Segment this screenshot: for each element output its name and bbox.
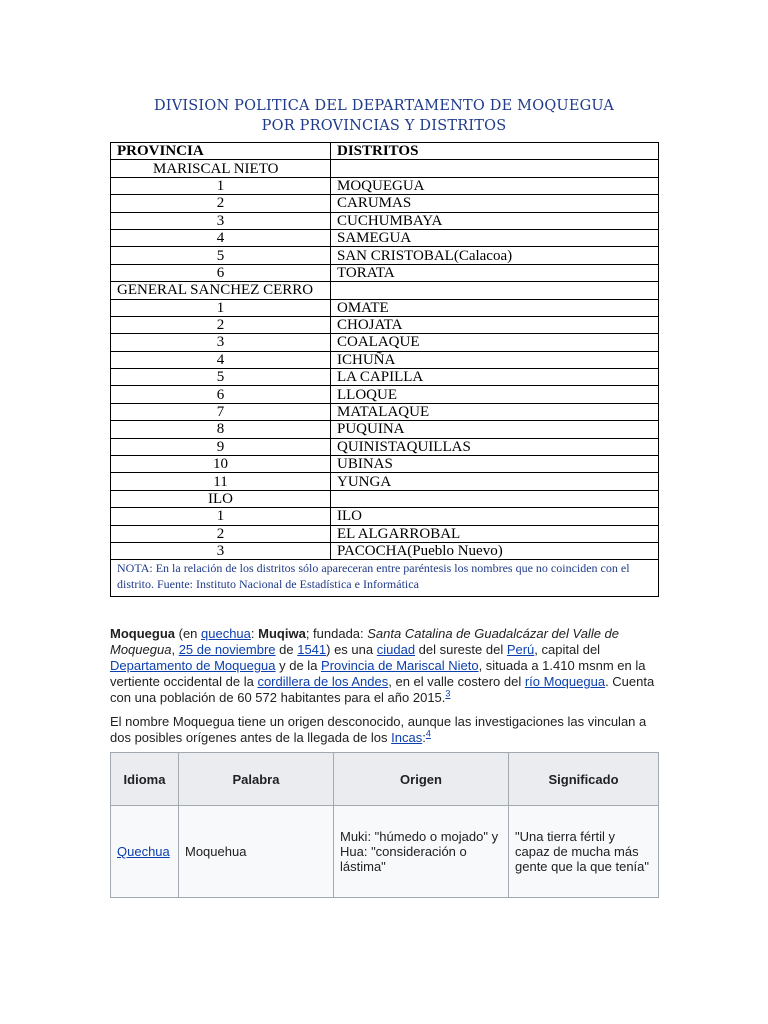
text-span: (en bbox=[175, 626, 202, 641]
intro-paragraph bbox=[110, 626, 658, 706]
text-span: y de la bbox=[275, 658, 322, 673]
text-span: ; fundada: bbox=[305, 626, 368, 641]
district-number: 10 bbox=[111, 456, 331, 473]
table-row bbox=[111, 473, 659, 490]
district-name: EL ALGARROBAL bbox=[331, 525, 659, 542]
origin-paragraph bbox=[110, 714, 658, 746]
text-span: del sureste del bbox=[415, 642, 507, 657]
link-peru[interactable]: Perú bbox=[506, 642, 535, 657]
table-row bbox=[111, 806, 659, 898]
district-number: 5 bbox=[111, 369, 331, 386]
district-number: 7 bbox=[111, 403, 331, 420]
text-span: , bbox=[171, 642, 179, 657]
district-name: MOQUEGUA bbox=[331, 177, 659, 194]
district-name: MATALAQUE bbox=[331, 403, 659, 420]
district-number: 8 bbox=[111, 421, 331, 438]
significado-cell: "Una tierra fértil y capaz de mucha más gente que la que tenía" bbox=[509, 806, 659, 898]
text-span: : bbox=[250, 626, 259, 641]
table-header-row bbox=[111, 143, 659, 160]
district-number: 5 bbox=[111, 247, 331, 264]
origin-table bbox=[110, 752, 659, 898]
district-number: 6 bbox=[111, 386, 331, 403]
reference-4[interactable]: 4 bbox=[425, 728, 431, 739]
origen-cell: Muki: "húmedo o mojado" y Hua: "consideración o lástima" bbox=[334, 806, 509, 898]
empty-cell bbox=[331, 160, 659, 177]
text-span: , en el valle costero del bbox=[388, 674, 525, 689]
table-row bbox=[111, 542, 659, 559]
link-date[interactable]: 25 de noviembre bbox=[178, 642, 276, 657]
table-row bbox=[111, 386, 659, 403]
province-name: ILO bbox=[111, 490, 331, 507]
table-note: NOTA: En la relación de los distritos sólo apareceran entre paréntesis los nombres que no coinciden con el distrito. Fuente: Instituto Nacional de Estadística e Informática bbox=[111, 560, 659, 597]
table-row bbox=[111, 299, 659, 316]
header-origen: Origen bbox=[334, 753, 509, 806]
table-row bbox=[111, 316, 659, 333]
text-span: El nombre Moquegua tiene un origen desconocido, aunque las investigaciones las vinculan a dos posibles orígenes antes de la llegada de los bbox=[110, 714, 647, 745]
table-row bbox=[111, 177, 659, 194]
table-row bbox=[111, 438, 659, 455]
idioma-cell bbox=[111, 806, 179, 898]
province-name: MARISCAL NIETO bbox=[111, 160, 331, 177]
district-number: 1 bbox=[111, 177, 331, 194]
reference-3[interactable]: 3 bbox=[445, 688, 451, 699]
district-number: 9 bbox=[111, 438, 331, 455]
district-number: 2 bbox=[111, 195, 331, 212]
district-name: CUCHUMBAYA bbox=[331, 212, 659, 229]
district-name: SAMEGUA bbox=[331, 229, 659, 246]
district-number: 2 bbox=[111, 525, 331, 542]
table-row bbox=[111, 334, 659, 351]
district-name: QUINISTAQUILLAS bbox=[331, 438, 659, 455]
district-name: SAN CRISTOBAL(Calacoa) bbox=[331, 247, 659, 264]
header-significado: Significado bbox=[509, 753, 659, 806]
district-name: COALAQUE bbox=[331, 334, 659, 351]
district-name: CHOJATA bbox=[331, 316, 659, 333]
link-quechua[interactable]: quechua bbox=[201, 626, 251, 641]
district-name: PACOCHA(Pueblo Nuevo) bbox=[331, 542, 659, 559]
table-row bbox=[111, 212, 659, 229]
header-distritos: DISTRITOS bbox=[331, 143, 659, 160]
table-row bbox=[111, 195, 659, 212]
district-name: PUQUINA bbox=[331, 421, 659, 438]
city-name: Moquegua bbox=[110, 626, 175, 641]
district-number: 4 bbox=[111, 229, 331, 246]
text-span: ) es una bbox=[326, 642, 377, 657]
link-year[interactable]: 1541 bbox=[297, 642, 327, 657]
text-span: , situada a 1.410 msnm en la vertiente occidental de la bbox=[110, 658, 646, 689]
text-span: . Cuenta con una población de 60 572 habitantes para el año 2015. bbox=[110, 674, 655, 705]
table-row bbox=[111, 508, 659, 525]
table-row bbox=[111, 403, 659, 420]
note-row bbox=[111, 560, 659, 597]
table-row bbox=[111, 229, 659, 246]
district-name: ICHUÑA bbox=[331, 351, 659, 368]
district-number: 3 bbox=[111, 542, 331, 559]
district-number: 3 bbox=[111, 212, 331, 229]
header-idioma: Idioma bbox=[111, 753, 179, 806]
table-row bbox=[111, 421, 659, 438]
district-name: CARUMAS bbox=[331, 195, 659, 212]
header-provincia: PROVINCIA bbox=[111, 143, 331, 160]
district-number: 6 bbox=[111, 264, 331, 281]
quechua-name: Muqiwa bbox=[258, 626, 306, 641]
title-line-2: POR PROVINCIAS Y DISTRITOS bbox=[261, 118, 507, 134]
district-name: YUNGA bbox=[331, 473, 659, 490]
founded-name: Santa Catalina de Guadalcázar del Valle de Moquegua bbox=[110, 626, 620, 657]
district-number: 11 bbox=[111, 473, 331, 490]
empty-cell bbox=[331, 490, 659, 507]
table-header-row bbox=[111, 753, 659, 806]
table-row bbox=[111, 351, 659, 368]
table-row bbox=[111, 264, 659, 281]
district-number: 1 bbox=[111, 508, 331, 525]
table-row bbox=[111, 456, 659, 473]
link-rio[interactable]: río Moquegua bbox=[524, 674, 606, 689]
table-row bbox=[111, 247, 659, 264]
province-row bbox=[111, 282, 659, 299]
district-name: OMATE bbox=[331, 299, 659, 316]
header-palabra: Palabra bbox=[179, 753, 334, 806]
link-cordillera[interactable]: cordillera de los Andes bbox=[257, 674, 389, 689]
table-row bbox=[111, 369, 659, 386]
link-incas[interactable]: Incas bbox=[391, 730, 423, 745]
document-title bbox=[110, 96, 658, 136]
title-line-1: DIVISION POLITICA DEL DEPARTAMENTO DE MOQUEGUA bbox=[153, 98, 615, 114]
text-span: de bbox=[275, 642, 298, 657]
district-number: 1 bbox=[111, 299, 331, 316]
link-departamento[interactable]: Departamento de Moquegua bbox=[110, 658, 276, 673]
district-number: 4 bbox=[111, 351, 331, 368]
province-name: GENERAL SANCHEZ CERRO bbox=[111, 282, 331, 299]
district-number: 3 bbox=[111, 334, 331, 351]
district-number: 2 bbox=[111, 316, 331, 333]
districts-table bbox=[110, 142, 659, 597]
empty-cell bbox=[331, 282, 659, 299]
link-ciudad[interactable]: ciudad bbox=[376, 642, 416, 657]
link-provincia[interactable]: Provincia de Mariscal Nieto bbox=[321, 658, 479, 673]
district-name: LLOQUE bbox=[331, 386, 659, 403]
province-row bbox=[111, 160, 659, 177]
district-name: ILO bbox=[331, 508, 659, 525]
table-row bbox=[111, 525, 659, 542]
district-name: UBINAS bbox=[331, 456, 659, 473]
text-span: , capital del bbox=[534, 642, 601, 657]
link-quechua-language[interactable]: Quechua bbox=[117, 844, 170, 859]
province-row bbox=[111, 490, 659, 507]
text-span: : bbox=[422, 730, 426, 745]
district-name: LA CAPILLA bbox=[331, 369, 659, 386]
district-name: TORATA bbox=[331, 264, 659, 281]
palabra-cell: Moquehua bbox=[179, 806, 334, 898]
